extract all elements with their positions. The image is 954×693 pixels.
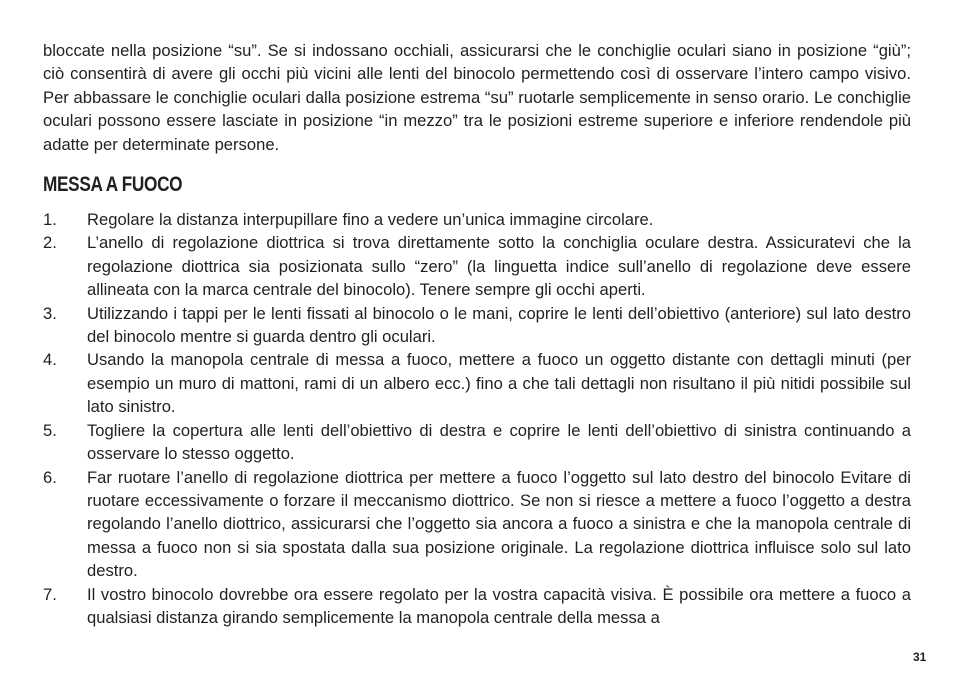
step-item (43, 348, 911, 418)
step-item (43, 302, 911, 349)
step-text: Regolare la distanza interpupillare fino a vedere un’unica immagine circolare. (87, 210, 654, 230)
step-item (43, 231, 911, 301)
step-item (43, 208, 911, 231)
step-number: 2. (43, 233, 57, 253)
step-number: 4. (43, 350, 57, 370)
step-text: Far ruotare l’anello di regolazione diottrica per mettere a fuoco l’oggetto sul lato destro del binocolo Evitare di ruotare eccessivamente o forzare il meccanismo diottrico. Se non si riesce a mettere a fuoco l’oggetto a destra regolando l’anello diottrico, assicurarsi che l’oggetto sia ancora a fuoco a sinistra e che la manopola centrale di messa a fuoco non si sia spostata dalla sua posizione originale. La regolazione diottrica influisce solo sul lato destro. (87, 467, 911, 581)
intro-paragraph: bloccate nella posizione “su”. Se si indossano occhiali, assicurarsi che le conchiglie oculari siano in posizione “giù”; ciò consentirà di avere gli occhi più vicini alle lenti del binocolo permettendo così di osservare l’intero campo visivo. Per abbassare le conchiglie oculari dalla posizione estrema “su” ruotarle semplicemente in senso orario. Le conchiglie oculari possono essere lasciate in posizione “in mezzo” tra le posizioni estreme superiore e inferiore rendendole più adatte per determinate persone. (43, 41, 911, 154)
step-text: Il vostro binocolo dovrebbe ora essere regolato per la vostra capacità visiva. È possibile ora mettere a fuoco a qualsiasi distanza girando semplicemente la manopola centrale della messa a (87, 584, 911, 627)
step-item (43, 466, 911, 583)
step-text: L’anello di regolazione diottrica si trova direttamente sotto la conchiglia oculare destra. Assicuratevi che la regolazione diottrica sia posizionata sullo “zero” (la linguetta indice sull’anello di regolazione deve essere allineata con la marca centrale del binocolo). Tenere sempre gli occhi aperti. (87, 233, 911, 300)
step-number: 1. (43, 210, 57, 230)
steps-list (43, 208, 911, 629)
step-text: Usando la manopola centrale di messa a fuoco, mettere a fuoco un oggetto distante con dettagli minuti (per esempio un muro di mattoni, rami di un albero ecc.) fino a che tali dettagli non risultano il più nitidi possibile sul lato sinistro. (87, 350, 911, 417)
step-text: Togliere la copertura alle lenti dell’obiettivo di destra e coprire le lenti dell’obiettivo di sinistra continuando a osservare lo stesso oggetto. (87, 420, 911, 464)
step-number: 7. (43, 584, 57, 604)
step-item (43, 583, 911, 630)
page-number: 31 (913, 650, 927, 664)
step-text: Utilizzando i tappi per le lenti fissati al binocolo o le mani, coprire le lenti dell’obiettivo (anteriore) sul lato destro del binocolo mentre si guarda dentro gli oculari. (87, 303, 911, 347)
document-page (43, 39, 911, 629)
step-number: 3. (43, 303, 57, 323)
step-item (43, 419, 911, 466)
step-number: 5. (43, 420, 57, 440)
step-number: 6. (43, 467, 57, 487)
section-heading: MESSA A FUOCO (43, 173, 183, 197)
